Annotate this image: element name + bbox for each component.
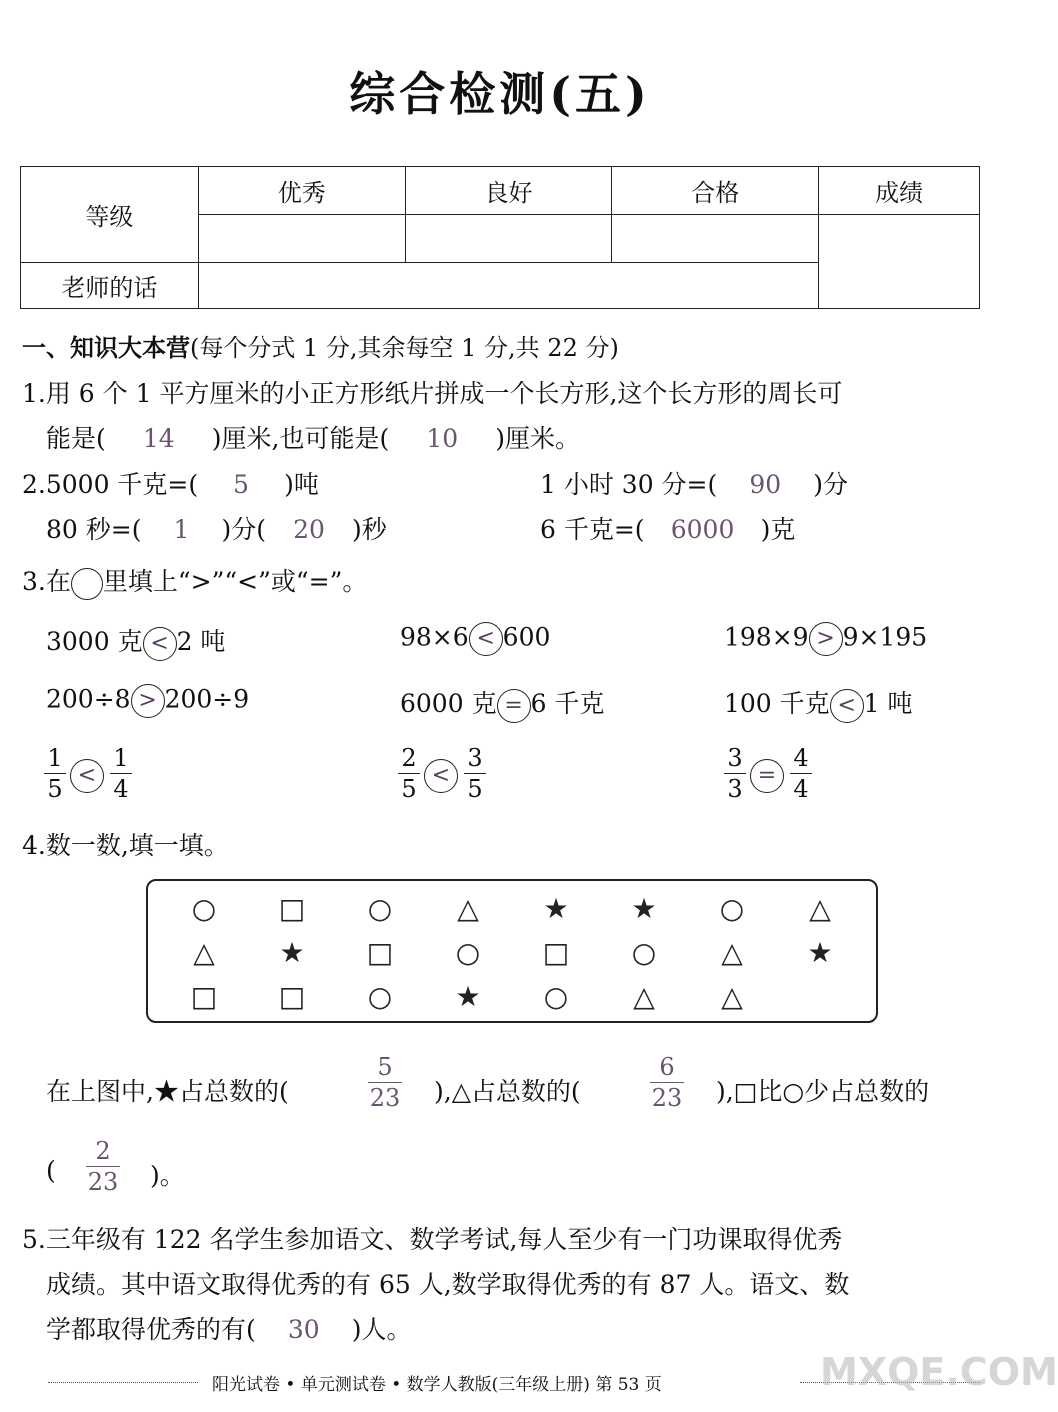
numerator: 1 xyxy=(47,744,63,772)
grade-table xyxy=(20,166,980,309)
q2-a-post: )吨 xyxy=(284,470,319,499)
q3-item-6 xyxy=(724,684,913,723)
q2-c-post: )秒 xyxy=(351,515,387,544)
q4-t3: ),□比○少占总数的 xyxy=(716,1077,930,1106)
q4-line1 xyxy=(46,1072,289,1108)
level-pass-cell[interactable] xyxy=(612,215,819,263)
q2-c-pre: 80 秒=( xyxy=(46,515,142,544)
q3-item-5 xyxy=(400,684,604,723)
q3-frac-3-sign[interactable]: = xyxy=(750,759,784,793)
circle-shape-icon: ○ xyxy=(367,892,393,925)
q2-d xyxy=(540,510,795,546)
numerator: 2 xyxy=(95,1137,111,1165)
q3-item-2-left: 98×6 xyxy=(400,622,469,652)
q3-item-1-right: 2 吨 xyxy=(176,627,226,656)
star-shape-icon: ★ xyxy=(279,936,305,969)
q2-c-answer-1[interactable]: 1 xyxy=(173,515,190,544)
q4-t1: 在上图中,★占总数的( xyxy=(46,1077,289,1106)
q2-d-pre: 6 千克=( xyxy=(540,515,645,544)
q2-c xyxy=(46,510,387,546)
score-cell[interactable] xyxy=(819,215,980,309)
star-shape-icon: ★ xyxy=(455,980,481,1013)
circle-shape-icon: ○ xyxy=(543,980,569,1013)
level-good-cell[interactable] xyxy=(405,215,612,263)
q3-item-2-sign[interactable]: < xyxy=(469,622,503,656)
q4-t5: )。 xyxy=(150,1161,185,1190)
q3-item-4 xyxy=(46,684,249,718)
teacher-label: 老师的话 xyxy=(21,263,199,309)
level-excellent-cell[interactable] xyxy=(198,215,405,263)
q3-item-3 xyxy=(724,622,927,656)
circle-shape-icon: ○ xyxy=(455,936,481,969)
q3-frac-1-sign[interactable]: < xyxy=(70,759,104,793)
q1-mid: )厘米,也可能是( xyxy=(211,424,390,453)
q4-answer-triangle-fraction[interactable] xyxy=(650,1054,684,1111)
q2-b-pre: 1 小时 30 分=( xyxy=(540,470,718,499)
circle-placeholder-icon xyxy=(71,568,103,600)
level-excellent: 优秀 xyxy=(198,167,405,215)
square-shape-icon: □ xyxy=(366,936,394,969)
triangle-shape-icon: △ xyxy=(193,936,215,969)
q5-pre: 学都取得优秀的有( xyxy=(46,1315,256,1344)
level-good: 良好 xyxy=(405,167,612,215)
numerator: 2 xyxy=(401,744,417,772)
triangle-shape-icon: △ xyxy=(457,892,479,925)
q5-line1: 5.三年级有 122 名学生参加语文、数学考试,每人至少有一门功课取得优秀 xyxy=(22,1225,843,1254)
denominator: 23 xyxy=(651,1084,683,1112)
square-shape-icon: □ xyxy=(278,892,306,925)
q3-item-3-sign[interactable]: > xyxy=(809,622,843,656)
triangle-shape-icon: △ xyxy=(721,936,743,969)
denominator: 4 xyxy=(793,775,809,803)
q4-answer-star-fraction[interactable] xyxy=(368,1054,402,1111)
circle-shape-icon: ○ xyxy=(719,892,745,925)
square-shape-icon: □ xyxy=(190,980,218,1013)
q3-item-1-left: 3000 克 xyxy=(46,627,143,656)
q3-frac-3-left xyxy=(724,745,746,802)
q5-line3 xyxy=(46,1310,412,1346)
numerator: 3 xyxy=(467,744,483,772)
q2-d-answer[interactable]: 6000 xyxy=(670,515,735,544)
q3-frac-2-sign[interactable]: < xyxy=(424,759,458,793)
q2-a-pre: 2.5000 千克=( xyxy=(22,470,199,499)
numerator: 5 xyxy=(377,1053,393,1081)
q1-pre: 能是( xyxy=(46,424,106,453)
teacher-comment-cell[interactable] xyxy=(198,263,818,309)
q2-a xyxy=(22,465,319,501)
denominator: 5 xyxy=(401,775,417,803)
numerator: 6 xyxy=(659,1053,675,1081)
triangle-shape-icon: △ xyxy=(809,892,831,925)
denominator: 23 xyxy=(369,1084,401,1112)
q3-frac-1-left xyxy=(44,745,66,802)
q2-c-answer-2[interactable]: 20 xyxy=(293,515,325,544)
section-heading xyxy=(22,328,619,363)
q2-c-mid: )分( xyxy=(221,515,266,544)
section-title: 一、知识大本营 xyxy=(22,333,190,362)
denominator: 23 xyxy=(87,1168,119,1196)
q5-post: )人。 xyxy=(351,1315,412,1344)
q3-item-4-right: 200÷9 xyxy=(164,684,250,714)
q3-item-5-left: 6000 克 xyxy=(400,689,497,718)
watermark: MXQE.COM xyxy=(820,1350,1058,1394)
circle-shape-icon: ○ xyxy=(367,980,393,1013)
q3-frac-2-left xyxy=(398,745,420,802)
q4-t4: ( xyxy=(46,1156,56,1185)
circle-shape-icon: ○ xyxy=(631,936,657,969)
q2-b-post: )分 xyxy=(813,470,849,499)
q3-pre: 3.在 xyxy=(22,567,71,596)
q3-item-6-left: 100 千克 xyxy=(724,689,830,718)
denominator: 5 xyxy=(467,775,483,803)
q3-item-6-sign[interactable]: < xyxy=(830,689,864,723)
q3-item-2-right: 600 xyxy=(502,622,551,652)
grade-label: 等级 xyxy=(21,167,199,263)
q3-item-4-left: 200÷8 xyxy=(46,684,131,714)
denominator: 5 xyxy=(47,775,63,803)
square-shape-icon: □ xyxy=(278,980,306,1013)
triangle-shape-icon: △ xyxy=(633,980,655,1013)
q3-item-2 xyxy=(400,622,550,656)
square-shape-icon: □ xyxy=(542,936,570,969)
q3-item-4-sign[interactable]: > xyxy=(131,684,165,718)
q3-frac-1-right xyxy=(110,745,132,802)
q3-item-3-right: 9×195 xyxy=(842,622,928,652)
section-note: (每个分式 1 分,其余每空 1 分,共 22 分) xyxy=(190,334,619,362)
q3-item-1-sign[interactable]: < xyxy=(143,627,177,661)
q2-d-post: )克 xyxy=(760,515,796,544)
numerator: 3 xyxy=(727,744,743,772)
q5-line2: 成绩。其中语文取得优秀的有 65 人,数学取得优秀的有 87 人。语文、数 xyxy=(46,1270,850,1299)
q3-frac-2-right xyxy=(464,745,486,802)
numerator: 1 xyxy=(113,744,129,772)
q4-t2: ),△占总数的( xyxy=(434,1077,581,1106)
denominator: 3 xyxy=(727,775,743,803)
footer-text: 阳光试卷 • 单元测试卷 • 数学人教版(三年级上册) 第 53 页 xyxy=(212,1375,662,1395)
star-shape-icon: ★ xyxy=(543,892,569,925)
q1-line2 xyxy=(46,419,580,455)
q3-item-6-right: 1 吨 xyxy=(863,689,913,718)
q4-heading: 4.数一数,填一填。 xyxy=(22,831,229,860)
q3-item-3-left: 198×9 xyxy=(724,622,809,652)
q4-answer-square-fraction[interactable] xyxy=(86,1138,120,1195)
q1-line1: 1.用 6 个 1 平方厘米的小正方形纸片拼成一个长方形,这个长方形的周长可 xyxy=(22,379,843,408)
q1-answer-2[interactable]: 10 xyxy=(426,424,459,453)
q3-heading xyxy=(22,562,367,600)
q3-frac-3-right xyxy=(790,745,812,802)
star-shape-icon: ★ xyxy=(631,892,657,925)
circle-shape-icon: ○ xyxy=(191,892,217,925)
page-title: 综合检测(五) xyxy=(349,67,651,121)
score-label: 成绩 xyxy=(819,167,980,215)
q2-b-answer[interactable]: 90 xyxy=(749,470,782,499)
shape-grid xyxy=(146,879,878,1023)
footer-divider-left xyxy=(48,1382,198,1383)
q3-post: 里填上“>”“<”或“=”。 xyxy=(102,567,368,596)
q5-answer[interactable]: 30 xyxy=(287,1315,320,1344)
q3-item-5-sign[interactable]: = xyxy=(497,689,531,723)
q3-item-1 xyxy=(46,622,225,661)
triangle-shape-icon: △ xyxy=(721,980,743,1013)
q1-post: )厘米。 xyxy=(495,424,580,453)
denominator: 4 xyxy=(113,775,129,803)
level-pass: 合格 xyxy=(612,167,819,215)
star-shape-icon: ★ xyxy=(807,936,833,969)
q2-a-answer[interactable]: 5 xyxy=(233,470,250,499)
q3-item-5-right: 6 千克 xyxy=(530,689,605,718)
numerator: 4 xyxy=(793,744,809,772)
q1-answer-1[interactable]: 14 xyxy=(142,424,175,453)
q2-b xyxy=(540,465,848,501)
